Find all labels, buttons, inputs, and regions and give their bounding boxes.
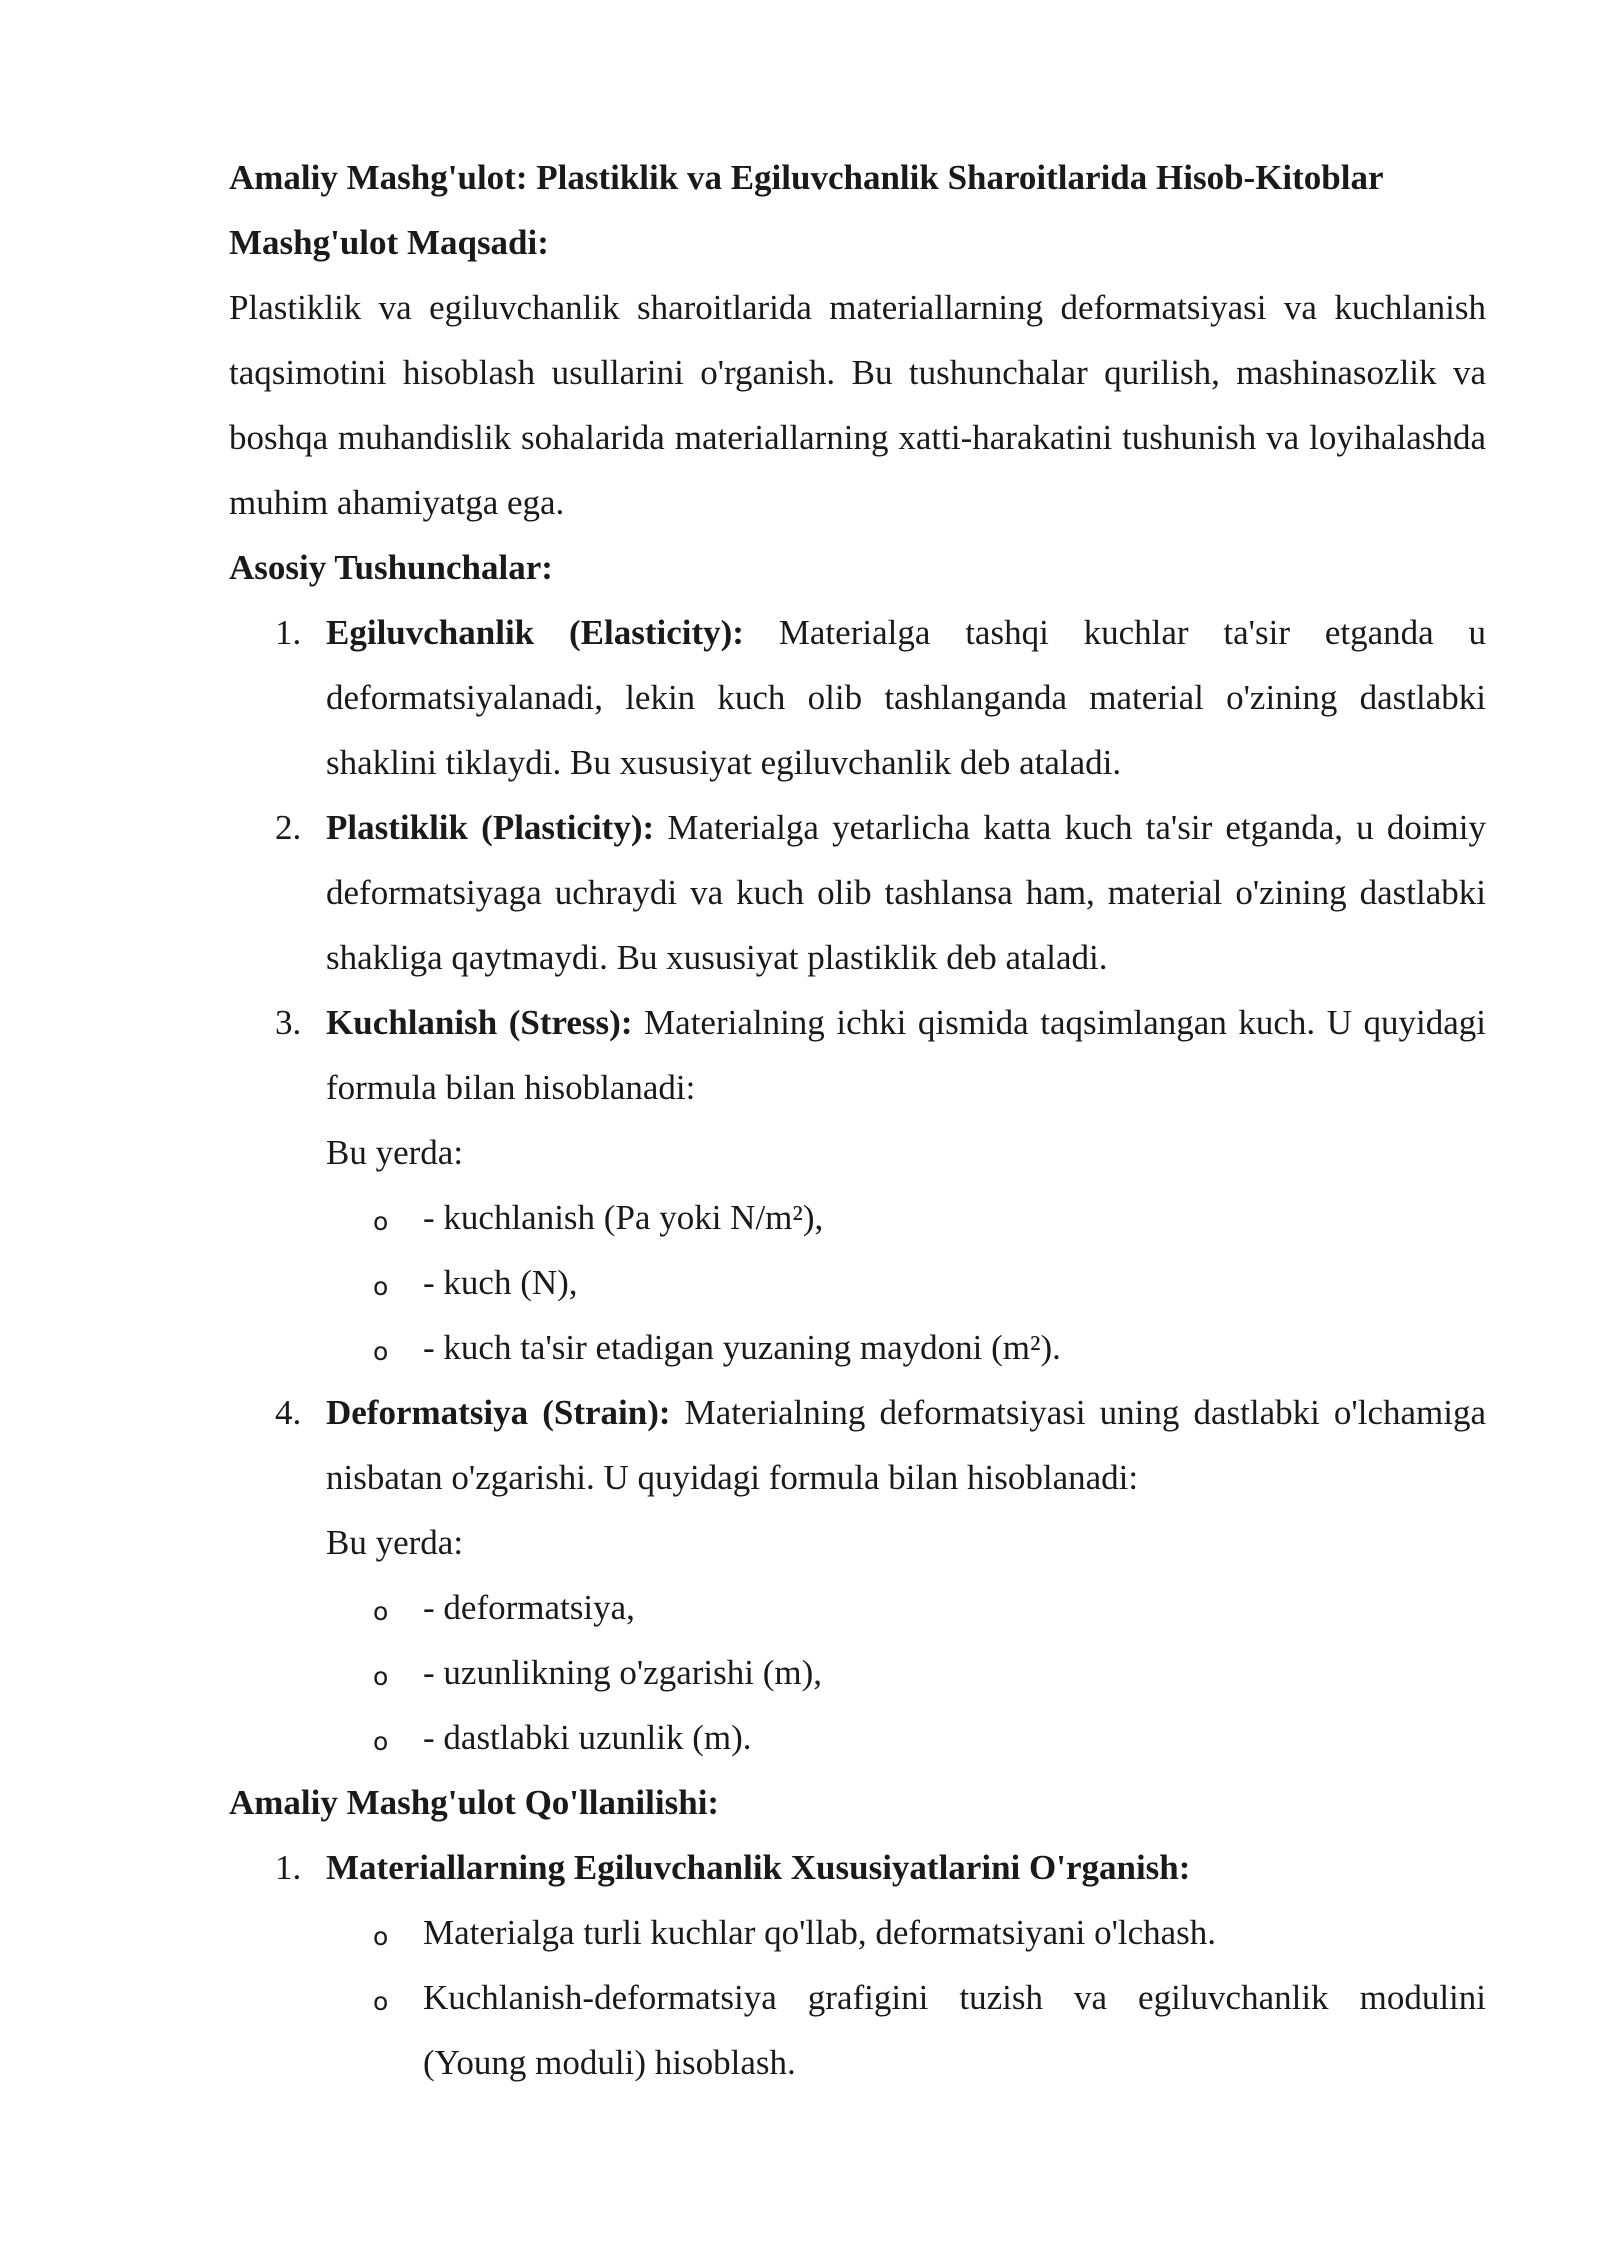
concept-item-strain (229, 1380, 1486, 1770)
concept-text (326, 1380, 1486, 1510)
concept-definition: Materialning deformatsiyasi uning dastlabki o'lchamiga nisbatan o'zgarishi. U quyidagi formula bilan hisoblanadi: (326, 1393, 1487, 1497)
concepts-heading: Asosiy Tushunchalar: (229, 548, 553, 587)
list-number: 3. (275, 1003, 302, 1042)
variable-text: - kuch (N), (423, 1263, 578, 1302)
document-title: Amaliy Mashg'ulot: Plastiklik va Egiluvchanlik Sharoitlarida Hisob-Kitoblar (229, 158, 1384, 197)
concept-text (326, 990, 1486, 1120)
concept-text (326, 600, 1486, 795)
concept-item-plasticity (229, 795, 1486, 990)
bullet-icon: o (373, 1987, 389, 2016)
bullet-icon: o (373, 1272, 389, 1301)
application-item (229, 1835, 1486, 2095)
variable-text: - dastlabki uzunlik (m). (423, 1718, 752, 1757)
concept-item-elasticity (229, 600, 1486, 795)
concept-term: Kuchlanish (Stress): (326, 1003, 633, 1042)
application-term: Materiallarning Egiluvchanlik Xususiyatlarini O'rganish: (326, 1848, 1191, 1887)
concept-definition: Materialga yetarlicha katta kuch ta'sir etganda, u doimiy deformatsiyaga uchraydi va kuch olib tashlansa ham, material o'zining dastlabki shakliga qaytmaydi. Bu xususiyat plastiklik deb ataladi. (326, 808, 1487, 977)
variable-text: - kuch ta'sir etadigan yuzaning maydoni (m²). (423, 1328, 1061, 1367)
list-number: 1. (275, 1848, 302, 1887)
bullet-icon: o (373, 1922, 389, 1951)
list-number: 2. (275, 808, 302, 847)
application-heading: Amaliy Mashg'ulot Qo'llanilishi: (229, 1783, 720, 1822)
list-number: 1. (275, 613, 302, 652)
concept-term: Plastiklik (Plasticity): (326, 808, 655, 847)
list-number: 4. (275, 1393, 302, 1432)
bullet-icon: o (373, 1337, 389, 1366)
variable-item (326, 1640, 1486, 1705)
variable-item (326, 1315, 1486, 1380)
variable-text: - kuchlanish (Pa yoki N/m²), (423, 1198, 824, 1237)
document-page (229, 145, 1486, 2095)
goal-paragraph: Plastiklik va egiluvchanlik sharoitlarida materiallarning deformatsiyasi va kuchlanish taqsimotini hisoblash usullarini o'rganish. Bu tushunchalar qurilish, mashinasozlik va boshqa muhandislik sohalarida materiallarning xatti-harakatini tushunish va loyihalashda muhim ahamiyatga ega. (229, 288, 1486, 522)
application-step (326, 1900, 1486, 1965)
concept-item-stress (229, 990, 1486, 1380)
bullet-icon: o (373, 1597, 389, 1626)
bullet-icon: o (373, 1662, 389, 1691)
application-steps (326, 1900, 1486, 2095)
concept-term: Egiluvchanlik (Elasticity): (326, 613, 744, 652)
concept-definition: Materialga tashqi kuchlar ta'sir etganda u deformatsiyalanadi, lekin kuch olib tashlanganda material o'zining dastlabki shaklini tiklaydi. Bu xususiyat egiluvchanlik deb ataladi. (326, 613, 1486, 782)
concept-text (326, 795, 1486, 990)
bullet-icon: o (373, 1727, 389, 1756)
variable-text: - deformatsiya, (423, 1588, 635, 1627)
variable-item (326, 1575, 1486, 1640)
variable-text: - uzunlikning o'zgarishi (m), (423, 1653, 822, 1692)
application-text (326, 1835, 1486, 1900)
variable-item (326, 1185, 1486, 1250)
application-list (229, 1835, 1486, 2095)
concept-definition: Materialning ichki qismida taqsimlangan kuch. U quyidagi formula bilan hisoblanadi: (326, 1003, 1486, 1107)
step-text: Materialga turli kuchlar qo'llab, deformatsiyani o'lchash. (423, 1913, 1217, 1952)
where-note: Bu yerda: (326, 1133, 464, 1172)
where-note: Bu yerda: (326, 1523, 464, 1562)
concepts-list (229, 600, 1486, 1770)
variable-list (326, 1575, 1486, 1770)
step-text: Kuchlanish-deformatsiya grafigini tuzish va egiluvchanlik modulini (Young moduli) hisoblash. (423, 1978, 1486, 2082)
variable-list (326, 1185, 1486, 1380)
application-step (326, 1965, 1486, 2095)
concept-term: Deformatsiya (Strain): (326, 1393, 671, 1432)
variable-item (326, 1250, 1486, 1315)
bullet-icon: o (373, 1207, 389, 1236)
goal-heading: Mashg'ulot Maqsadi: (229, 223, 549, 262)
variable-item (326, 1705, 1486, 1770)
